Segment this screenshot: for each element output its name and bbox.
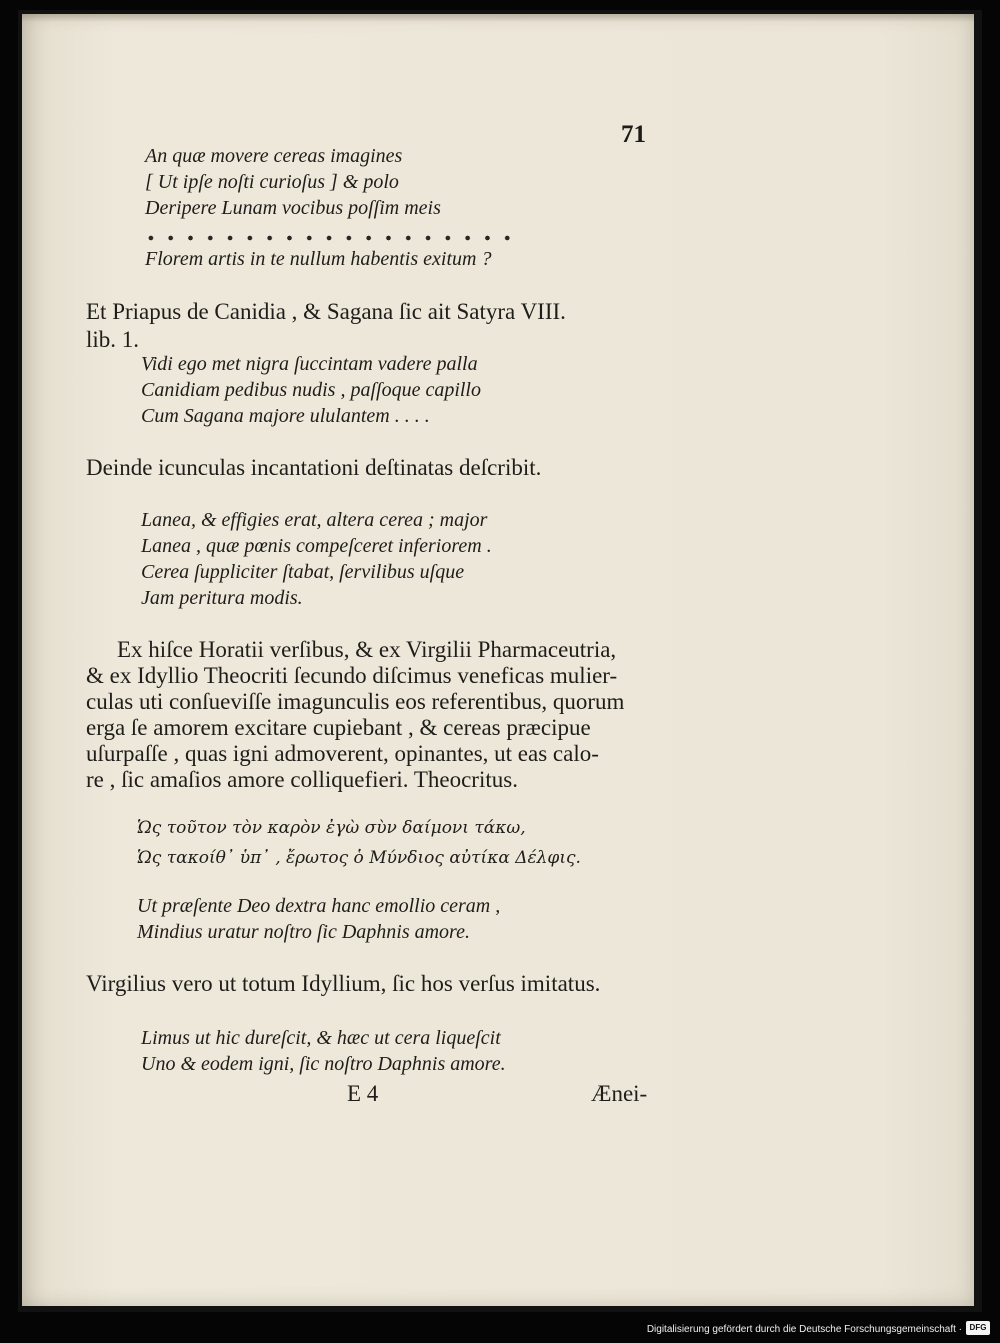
prose-line-10: Virgilius vero ut totum Idyllium, ſic hos verſus imitatus.	[86, 971, 601, 996]
catchword: Ænei-	[591, 1081, 648, 1106]
verse-line-5: Vidi ego met nigra ſuccintam vadere palla	[141, 353, 478, 375]
verse-line-13: Mindius uratur noſtro ſic Daphnis amore.	[137, 921, 470, 943]
verse-line-2: [ Ut ipſe noſti curioſus ] & polo	[145, 171, 399, 193]
verse-line-15: Uno & eodem igni, ſic noſtro Daphnis amore.	[141, 1053, 506, 1075]
prose-line-4: Ex hiſce Horatii verſibus, & ex Virgilii Pharmaceutria,	[117, 637, 617, 662]
digitization-credit: Digitalisierung gefördert durch die Deutsche Forschungsgemeinschaft ·	[646, 1324, 962, 1335]
verse-line-10: Cerea ſuppliciter ſtabat, ſervilibus uſque	[141, 561, 465, 583]
verse-line-7: Cum Sagana majore ululantem . . . .	[141, 405, 430, 427]
prose-line-8: uſurpaſſe , quas igni admoverent, opinantes, ut eas calo-	[86, 741, 599, 766]
prose-line-7: erga ſe amorem excitare cupiebant , & cereas præcipue	[86, 715, 591, 740]
verse-line-8: Lanea, & effigies erat, altera cerea ; major	[141, 509, 488, 531]
prose-line-2: lib. 1.	[86, 327, 140, 352]
verse-line-4: Florem artis in te nullum habentis exitum ?	[145, 248, 492, 270]
page-top-shadow	[22, 14, 974, 22]
page-number: 71	[621, 121, 646, 148]
book-page	[22, 14, 974, 1306]
verse-line-14: Limus ut hic dureſcit, & hæc ut cera liqueſcit	[141, 1027, 501, 1049]
ellipsis-dot-row	[141, 234, 517, 242]
prose-line-1: Et Priapus de Canidia , & Sagana ſic ait Satyra VIII.	[86, 299, 566, 324]
prose-line-6: culas uti conſueviſſe imagunculis eos referentibus, quorum	[86, 689, 625, 714]
verse-line-12: Ut præſente Deo dextra hanc emollio ceram ,	[137, 895, 501, 917]
greek-line-1: Ὡς τοῦτον τὸν καρὸν ἐγὼ σὺν δαίμονι τάκω,	[137, 818, 526, 838]
signature-mark: E 4	[347, 1081, 379, 1106]
verse-line-9: Lanea , quæ pœnis compeſceret inferiorem .	[141, 535, 492, 557]
dfg-logo: DFG	[966, 1321, 990, 1335]
prose-line-3: Deinde icunculas incantationi deſtinatas deſcribit.	[86, 455, 542, 480]
greek-line-2: Ὡς τακοίθ᾽ ὑπ᾽ , ἔρωτος ὁ Μύνδιος αὐτίκα Δέλφις.	[137, 848, 581, 868]
verse-line-6: Canidiam pedibus nudis , paſſoque capillo	[141, 379, 481, 401]
verse-line-11: Jam peritura modis.	[141, 587, 303, 609]
verse-line-1: An quæ movere cereas imagines	[145, 145, 403, 167]
prose-line-9: re , ſic amaſios amore colliquefieri. Theocritus.	[86, 767, 518, 792]
prose-line-5: & ex Idyllio Theocriti ſecundo diſcimus veneficas mulier-	[86, 663, 618, 688]
verse-line-3: Deripere Lunam vocibus poſſim meis	[145, 197, 441, 219]
